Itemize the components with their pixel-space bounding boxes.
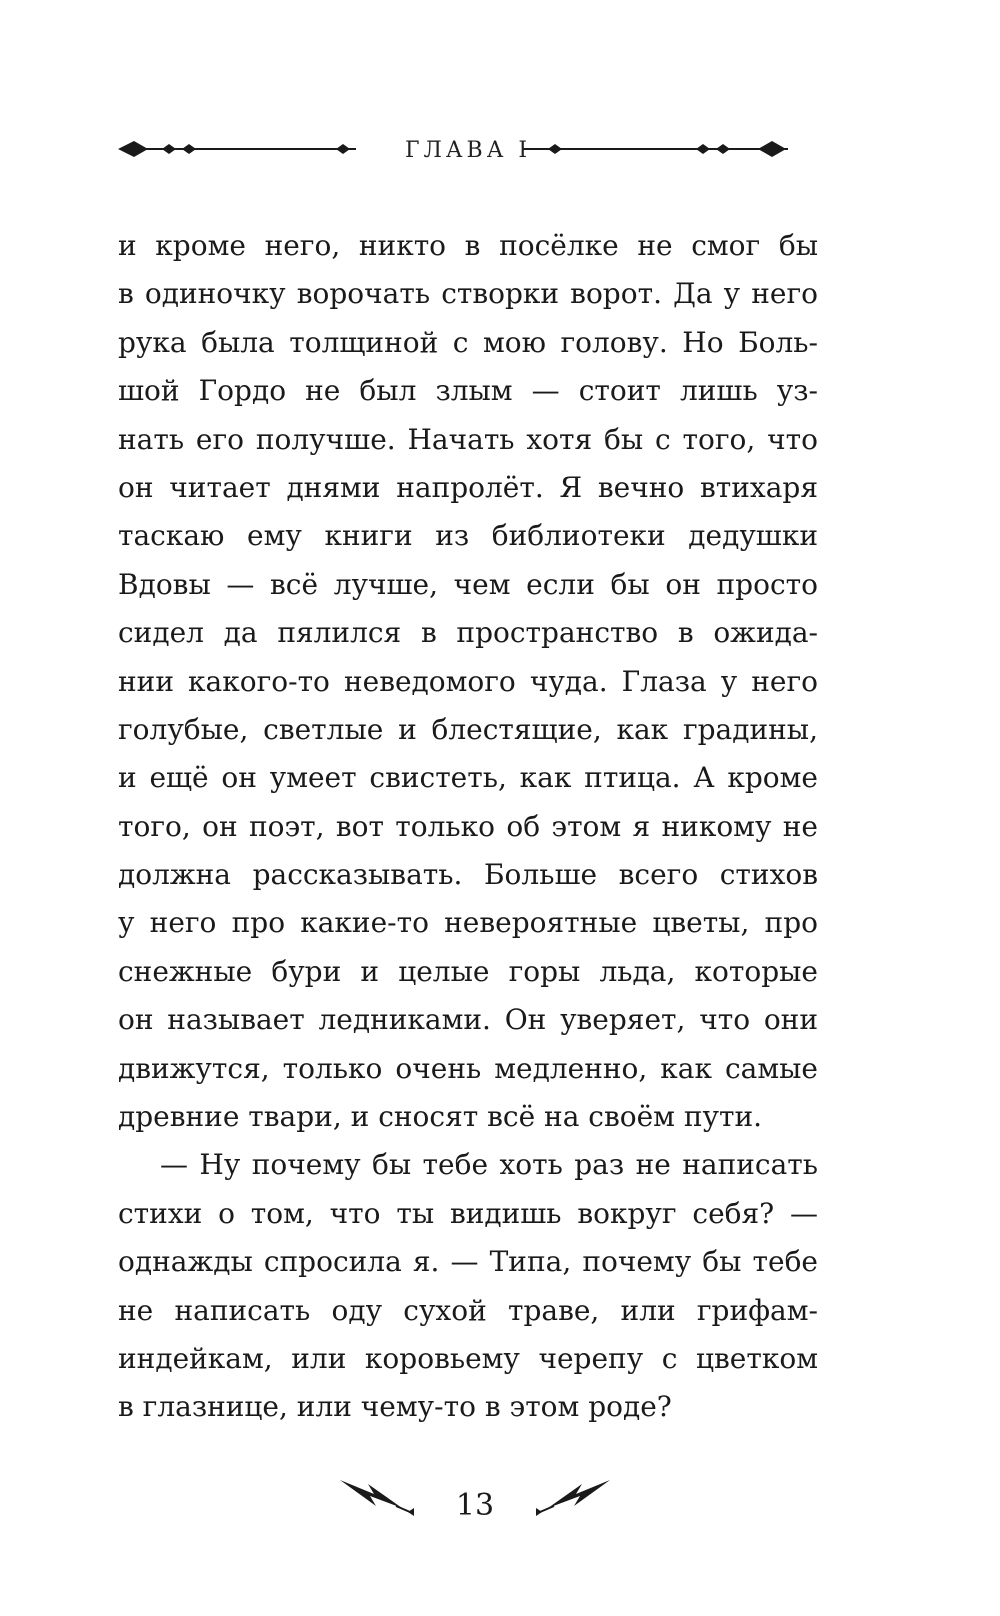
text-line: рука была толщиной с мою голову. Но Боль-: [118, 325, 818, 359]
page-footer: [340, 1470, 610, 1540]
text-line: сидел да пялился в пространство в ожида-: [118, 616, 818, 650]
text-line: индейкам, или коровьему черепу с цветком: [118, 1341, 818, 1375]
text-line: и кроме него, никто в посёлке не смог бы: [118, 229, 818, 262]
text-line: — Ну почему бы тебе хоть раз не написать: [160, 1148, 818, 1182]
chapter-header: [118, 122, 818, 182]
text-line: того, он поэт, вот только об этом я никому не: [118, 809, 818, 843]
text-line: голубые, светлые и блестящие, как градины,: [118, 712, 818, 746]
body-text: [118, 222, 818, 1432]
text-line: он называет ледниками. Он уверяет, что они: [118, 1003, 818, 1037]
text-line: он читает днями напролёт. Я вечно втихаря: [118, 470, 818, 504]
text-line: однажды спросила я. — Типа, почему бы тебе: [118, 1245, 818, 1279]
text-line: снежные бури и целые горы льда, которые: [118, 954, 818, 988]
page-number: 13: [455, 1488, 495, 1523]
text-line: не написать оду сухой траве, или грифам-: [118, 1293, 818, 1327]
text-line: таскаю ему книги из библиотеки дедушки: [118, 519, 818, 553]
text-line: нии какого-то неведомого чуда. Глаза у него: [118, 664, 818, 698]
text-line: и ещё он умеет свистеть, как птица. А кроме: [118, 761, 818, 795]
text-line: у него про какие-то невероятные цветы, про: [118, 906, 818, 940]
text-line: шой Гордо не был злым — стоит лишь уз-: [118, 374, 818, 408]
chapter-title: ГЛАВА I: [404, 138, 532, 163]
text-line: древние твари, и сносят всё на своём пути.: [118, 1100, 763, 1134]
text-line: в одиночку ворочать створки ворот. Да у него: [118, 277, 818, 311]
text-line: Вдовы — всё лучше, чем если бы он просто: [118, 567, 818, 601]
text-line: движутся, только очень медленно, как самые: [118, 1051, 818, 1085]
text-line: должна рассказывать. Больше всего стихов: [118, 858, 818, 892]
text-line: нать его получше. Начать хотя бы с того, что: [118, 422, 818, 456]
text-line: стихи о том, что ты видишь вокруг себя? —: [118, 1196, 818, 1230]
text-line: в глазнице, или чему-то в этом роде?: [118, 1390, 672, 1424]
